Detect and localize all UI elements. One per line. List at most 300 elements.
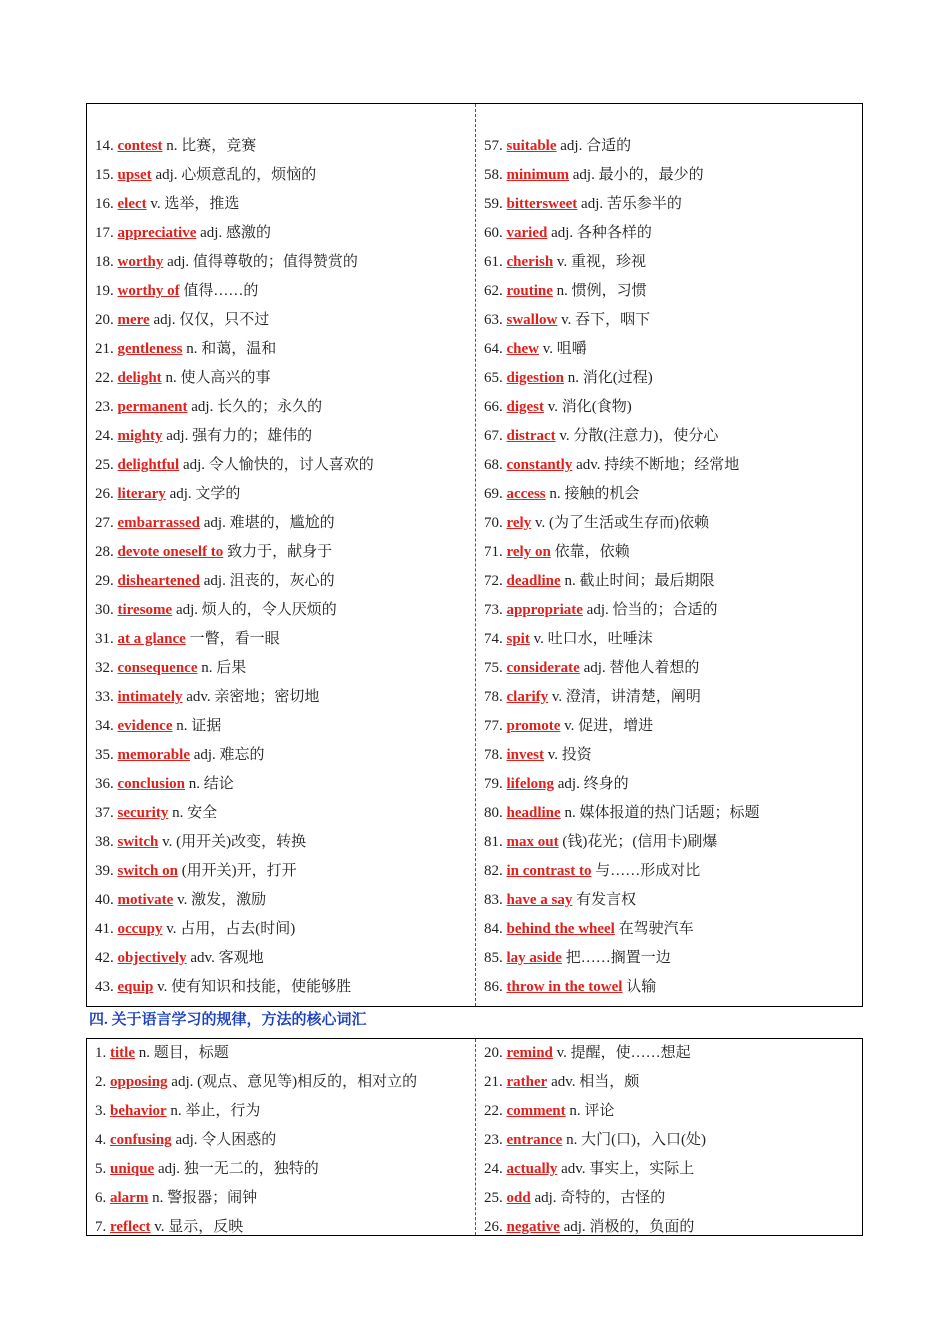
vocab-entry <box>95 335 470 364</box>
vocab-entry <box>95 306 470 335</box>
entry-definition: 一瞥，看一眼 <box>189 631 280 647</box>
vocab-entry <box>95 828 470 857</box>
entry-term: switch <box>117 834 159 850</box>
entry-number: 16. <box>95 196 114 212</box>
entry-definition: adj. 仅仅，只不过 <box>153 312 270 328</box>
entry-definition: (钱)花光；(信用卡)刷爆 <box>562 834 718 850</box>
vocab-entry <box>95 799 470 828</box>
entry-number: 69. <box>484 486 503 502</box>
entry-number: 23. <box>95 399 114 415</box>
entry-number: 20. <box>95 312 114 328</box>
entry-term: upset <box>117 167 152 183</box>
vocab-entry <box>484 1184 859 1213</box>
entry-number: 24. <box>484 1161 503 1177</box>
entry-definition: (用开关)开，打开 <box>181 863 297 879</box>
entry-definition: adj. 独一无二的，独特的 <box>157 1161 319 1177</box>
vocab-entry <box>484 683 859 712</box>
entry-term: odd <box>506 1190 531 1206</box>
vocab-entry <box>484 306 859 335</box>
entry-term: alarm <box>110 1190 149 1206</box>
entry-term: permanent <box>117 399 188 415</box>
entry-number: 15. <box>95 167 114 183</box>
vocab-entry <box>95 422 470 451</box>
entry-term: delight <box>117 370 162 386</box>
entry-definition: adj. 烦人的，令人厌烦的 <box>175 602 337 618</box>
entry-number: 7. <box>95 1219 107 1235</box>
entry-number: 18. <box>95 254 114 270</box>
entry-definition: adj. 最小的，最少的 <box>572 167 704 183</box>
vocab-entry <box>95 1039 470 1068</box>
vocab-entry <box>484 596 859 625</box>
entry-term: embarrassed <box>117 515 200 531</box>
vocab-column-left <box>95 104 470 1002</box>
entry-term: varied <box>506 225 548 241</box>
entry-number: 14. <box>95 138 114 154</box>
entry-term: appreciative <box>117 225 197 241</box>
entry-term: elect <box>117 196 147 212</box>
entry-definition: n. 消化(过程) <box>567 370 653 386</box>
entry-definition: adv. 持续不断地；经常地 <box>576 457 740 473</box>
column-divider <box>475 104 476 1006</box>
entry-definition: v. (用开关)改变，转换 <box>162 834 307 850</box>
vocab-entry <box>484 1068 859 1097</box>
entry-number: 3. <box>95 1103 107 1119</box>
vocab-entry <box>484 857 859 886</box>
entry-definition: v. 吞下，咽下 <box>561 312 651 328</box>
entry-term: title <box>110 1045 135 1061</box>
vocab-entry <box>95 915 470 944</box>
entry-number: 2. <box>95 1074 107 1090</box>
vocab-entry <box>484 538 859 567</box>
entry-definition: v. 澄清，讲清楚，阐明 <box>551 689 701 705</box>
entry-number: 1. <box>95 1045 107 1061</box>
entry-number: 36. <box>95 776 114 792</box>
vocab-entry <box>484 915 859 944</box>
vocab-entry <box>95 132 470 161</box>
vocab-entry <box>95 973 470 1002</box>
entry-definition: n. 截止时间；最后期限 <box>564 573 715 589</box>
vocab-entry <box>484 1126 859 1155</box>
entry-number: 81. <box>484 834 503 850</box>
vocab-entry <box>484 567 859 596</box>
entry-number: 84. <box>484 921 503 937</box>
entry-number: 21. <box>484 1074 503 1090</box>
vocab-entry <box>484 654 859 683</box>
entry-number: 22. <box>484 1103 503 1119</box>
entry-number: 17. <box>95 225 114 241</box>
entry-number: 20. <box>484 1045 503 1061</box>
entry-term: digest <box>506 399 544 415</box>
entry-definition: adj. 心烦意乱的，烦恼的 <box>155 167 317 183</box>
vocab-entry <box>484 219 859 248</box>
entry-term: evidence <box>117 718 173 734</box>
entry-definition: n. 评论 <box>569 1103 615 1119</box>
entry-term: swallow <box>506 312 558 328</box>
entry-definition: adj. 沮丧的，灰心的 <box>203 573 335 589</box>
entry-number: 32. <box>95 660 114 676</box>
entry-number: 29. <box>95 573 114 589</box>
entry-definition: v. 投资 <box>547 747 592 763</box>
vocab-entry <box>95 509 470 538</box>
entry-term: contest <box>117 138 163 154</box>
entry-number: 39. <box>95 863 114 879</box>
entry-definition: 把……搁置一边 <box>565 950 671 966</box>
entry-term: in contrast to <box>506 863 592 879</box>
entry-number: 79. <box>484 776 503 792</box>
vocab-entry <box>484 277 859 306</box>
vocab-entry <box>484 451 859 480</box>
entry-definition: v. 使有知识和技能，使能够胜 <box>157 979 352 995</box>
entry-definition: n. 大门(口)，入口(处) <box>566 1132 707 1148</box>
entry-term: chew <box>506 341 539 357</box>
entry-definition: adj. 令人愉快的，讨人喜欢的 <box>182 457 374 473</box>
entry-number: 73. <box>484 602 503 618</box>
vocab-entry <box>95 1126 470 1155</box>
entry-definition: n. 结论 <box>188 776 234 792</box>
entry-number: 40. <box>95 892 114 908</box>
entry-term: intimately <box>117 689 183 705</box>
entry-definition: n. 警报器；闹钟 <box>152 1190 258 1206</box>
entry-number: 74. <box>484 631 503 647</box>
entry-term: digestion <box>506 370 565 386</box>
entry-number: 28. <box>95 544 114 560</box>
vocab-entry <box>95 480 470 509</box>
entry-definition: adj. 难堪的，尴尬的 <box>203 515 335 531</box>
entry-term: opposing <box>110 1074 168 1090</box>
entry-term: memorable <box>117 747 190 763</box>
entry-number: 30. <box>95 602 114 618</box>
entry-number: 41. <box>95 921 114 937</box>
vocab-entry <box>95 277 470 306</box>
entry-definition: 与……形成对比 <box>595 863 701 879</box>
vocab-entry <box>484 1155 859 1184</box>
entry-definition: adj. 令人困惑的 <box>175 1132 277 1148</box>
entry-number: 27. <box>95 515 114 531</box>
entry-term: worthy of <box>117 283 180 299</box>
entry-number: 78. <box>484 747 503 763</box>
vocab-entry <box>484 625 859 654</box>
vocab-entry <box>484 509 859 538</box>
entry-term: bittersweet <box>506 196 578 212</box>
vocab-table-2 <box>86 1038 863 1236</box>
vocab-table-1 <box>86 103 863 1007</box>
entry-term: disheartened <box>117 573 200 589</box>
vocab-entry <box>95 683 470 712</box>
entry-number: 26. <box>484 1219 503 1235</box>
entry-term: max out <box>506 834 559 850</box>
entry-definition: n. 惯例，习惯 <box>556 283 647 299</box>
entry-number: 5. <box>95 1161 107 1177</box>
entry-definition: n. 后果 <box>201 660 247 676</box>
entry-term: delightful <box>117 457 180 473</box>
entry-term: unique <box>110 1161 155 1177</box>
entry-definition: adj. 恰当的；合适的 <box>586 602 718 618</box>
vocab-entry <box>95 190 470 219</box>
entry-term: rely <box>506 515 532 531</box>
entry-term: access <box>506 486 546 502</box>
vocab-entry <box>95 538 470 567</box>
entry-definition: n. 媒体报道的热门话题；标题 <box>564 805 760 821</box>
entry-term: switch on <box>117 863 178 879</box>
entry-definition: v. 促进，增进 <box>564 718 654 734</box>
entry-definition: adj. 苦乐参半的 <box>581 196 682 212</box>
vocab-entry <box>484 1039 859 1068</box>
vocab-entry <box>484 799 859 828</box>
entry-number: 22. <box>95 370 114 386</box>
vocab-entry <box>95 886 470 915</box>
entry-number: 67. <box>484 428 503 444</box>
vocab-entry <box>484 161 859 190</box>
vocab-entry <box>95 1097 470 1126</box>
entry-term: behavior <box>110 1103 167 1119</box>
entry-number: 6. <box>95 1190 107 1206</box>
entry-term: rely on <box>506 544 551 560</box>
entry-number: 35. <box>95 747 114 763</box>
entry-term: motivate <box>117 892 174 908</box>
vocab-entry <box>484 248 859 277</box>
entry-number: 78. <box>484 689 503 705</box>
entry-definition: 致力于，献身于 <box>227 544 333 560</box>
entry-definition: 有发言权 <box>576 892 637 908</box>
entry-number: 80. <box>484 805 503 821</box>
entry-number: 42. <box>95 950 114 966</box>
entry-term: objectively <box>117 950 187 966</box>
entry-number: 19. <box>95 283 114 299</box>
entry-number: 61. <box>484 254 503 270</box>
entry-definition: adj. (观点、意见等)相反的，相对立的 <box>171 1074 418 1090</box>
entry-number: 37. <box>95 805 114 821</box>
entry-definition: adj. 替他人着想的 <box>583 660 700 676</box>
vocab-entry <box>95 625 470 654</box>
entry-term: reflect <box>110 1219 151 1235</box>
entry-term: worthy <box>117 254 164 270</box>
entry-term: actually <box>506 1161 558 1177</box>
vocab-entry <box>95 596 470 625</box>
entry-number: 43. <box>95 979 114 995</box>
vocab-entry <box>95 219 470 248</box>
entry-number: 65. <box>484 370 503 386</box>
entry-term: distract <box>506 428 556 444</box>
vocab-entry <box>484 828 859 857</box>
entry-definition: 认输 <box>626 979 657 995</box>
entry-term: negative <box>506 1219 560 1235</box>
entry-definition: adj. 合适的 <box>560 138 632 154</box>
vocab-entry <box>95 1068 470 1097</box>
vocab-entry <box>484 1213 859 1242</box>
vocab-entry <box>484 741 859 770</box>
entry-definition: adv. 客观地 <box>190 950 264 966</box>
entry-term: occupy <box>117 921 163 937</box>
entry-term: mighty <box>117 428 163 444</box>
entry-number: 23. <box>484 1132 503 1148</box>
entry-term: spit <box>506 631 530 647</box>
vocab-entry <box>484 422 859 451</box>
entry-number: 72. <box>484 573 503 589</box>
entry-definition: adj. 奇特的，古怪的 <box>534 1190 666 1206</box>
entry-number: 26. <box>95 486 114 502</box>
entry-definition: v. 显示，反映 <box>154 1219 244 1235</box>
entry-number: 83. <box>484 892 503 908</box>
entry-definition: 值得……的 <box>183 283 259 299</box>
entry-definition: v. 激发，激励 <box>177 892 267 908</box>
entry-definition: v. 消化(食物) <box>547 399 632 415</box>
vocab-entry <box>484 393 859 422</box>
entry-number: 33. <box>95 689 114 705</box>
vocab-entry <box>95 393 470 422</box>
entry-term: conclusion <box>117 776 186 792</box>
vocab-entry <box>95 770 470 799</box>
entry-term: tiresome <box>117 602 173 618</box>
entry-definition: v. 吐口水，吐唾沫 <box>533 631 653 647</box>
entry-term: rather <box>506 1074 548 1090</box>
entry-number: 70. <box>484 515 503 531</box>
vocab-entry <box>484 712 859 741</box>
entry-definition: adv. 事实上，实际上 <box>561 1161 695 1177</box>
vocab-entry <box>484 190 859 219</box>
entry-definition: adv. 亲密地；密切地 <box>186 689 320 705</box>
vocab-column-left <box>95 1039 470 1242</box>
entry-definition: n. 使人高兴的事 <box>165 370 271 386</box>
vocab-entry <box>95 451 470 480</box>
entry-definition: adj. 值得尊敬的；值得赞赏的 <box>167 254 358 270</box>
vocab-entry <box>95 1184 470 1213</box>
entry-number: 71. <box>484 544 503 560</box>
entry-term: devote oneself to <box>117 544 224 560</box>
column-divider <box>475 1039 476 1235</box>
entry-number: 57. <box>484 138 503 154</box>
entry-definition: adj. 文学的 <box>169 486 241 502</box>
entry-definition: v. 咀嚼 <box>542 341 587 357</box>
entry-term: security <box>117 805 169 821</box>
entry-number: 25. <box>95 457 114 473</box>
entry-term: headline <box>506 805 561 821</box>
entry-term: suitable <box>506 138 557 154</box>
entry-definition: 在驾驶汽车 <box>618 921 694 937</box>
entry-term: mere <box>117 312 150 328</box>
entry-term: appropriate <box>506 602 583 618</box>
section-title: 四. 关于语言学习的规律，方法的核心词汇 <box>89 1012 367 1028</box>
entry-term: deadline <box>506 573 561 589</box>
entry-number: 25. <box>484 1190 503 1206</box>
vocab-entry <box>484 364 859 393</box>
entry-term: lifelong <box>506 776 554 792</box>
vocab-entry <box>95 857 470 886</box>
entry-term: literary <box>117 486 166 502</box>
entry-definition: n. 比赛，竞赛 <box>166 138 257 154</box>
entry-term: consequence <box>117 660 198 676</box>
vocab-entry <box>484 770 859 799</box>
vocab-entry <box>484 886 859 915</box>
entry-definition: adj. 长久的；永久的 <box>191 399 323 415</box>
entry-definition: n. 安全 <box>172 805 218 821</box>
entry-term: minimum <box>506 167 570 183</box>
vocab-entry <box>484 944 859 973</box>
entry-definition: v. 选举，推选 <box>150 196 240 212</box>
vocab-entry <box>95 654 470 683</box>
entry-term: cherish <box>506 254 554 270</box>
entry-number: 64. <box>484 341 503 357</box>
entry-number: 63. <box>484 312 503 328</box>
vocab-entry <box>95 248 470 277</box>
entry-term: lay aside <box>506 950 562 966</box>
entry-number: 58. <box>484 167 503 183</box>
vocab-entry <box>95 741 470 770</box>
entry-definition: adj. 强有力的；雄伟的 <box>166 428 313 444</box>
entry-number: 60. <box>484 225 503 241</box>
entry-definition: adj. 感激的 <box>200 225 271 241</box>
entry-definition: v. 占用，占去(时间) <box>166 921 296 937</box>
entry-definition: v. 重视，珍视 <box>556 254 646 270</box>
entry-number: 68. <box>484 457 503 473</box>
entry-number: 77. <box>484 718 503 734</box>
entry-term: throw in the towel <box>506 979 623 995</box>
vocab-entry <box>95 1213 470 1242</box>
entry-number: 34. <box>95 718 114 734</box>
entry-number: 24. <box>95 428 114 444</box>
vocab-entry <box>95 944 470 973</box>
vocab-entry <box>95 712 470 741</box>
entry-definition: v. (为了生活或生存而)依赖 <box>534 515 709 531</box>
vocab-entry <box>484 973 859 1002</box>
entry-number: 21. <box>95 341 114 357</box>
entry-term: routine <box>506 283 553 299</box>
entry-number: 4. <box>95 1132 107 1148</box>
entry-term: confusing <box>110 1132 172 1148</box>
vocab-column-right <box>484 1039 859 1242</box>
entry-number: 31. <box>95 631 114 647</box>
entry-term: have a say <box>506 892 573 908</box>
entry-term: considerate <box>506 660 580 676</box>
vocab-column-right <box>484 104 859 1002</box>
entry-definition: n. 和蔼，温和 <box>186 341 277 357</box>
entry-number: 82. <box>484 863 503 879</box>
entry-definition: v. 分散(注意力)，使分心 <box>559 428 719 444</box>
entry-term: constantly <box>506 457 573 473</box>
vocab-entry <box>95 364 470 393</box>
entry-term: invest <box>506 747 544 763</box>
entry-number: 38. <box>95 834 114 850</box>
entry-definition: adj. 消极的，负面的 <box>563 1219 695 1235</box>
entry-term: comment <box>506 1103 566 1119</box>
entry-definition: adv. 相当，颇 <box>551 1074 640 1090</box>
entry-number: 66. <box>484 399 503 415</box>
vocab-entry <box>484 480 859 509</box>
entry-definition: n. 证据 <box>176 718 222 734</box>
entry-definition: n. 举止，行为 <box>170 1103 261 1119</box>
entry-number: 85. <box>484 950 503 966</box>
entry-definition: adj. 难忘的 <box>193 747 265 763</box>
entry-definition: n. 接触的机会 <box>549 486 640 502</box>
entry-number: 75. <box>484 660 503 676</box>
entry-definition: v. 提醒，使……想起 <box>556 1045 691 1061</box>
entry-number: 59. <box>484 196 503 212</box>
entry-definition: adj. 终身的 <box>557 776 629 792</box>
entry-term: behind the wheel <box>506 921 615 937</box>
entry-term: remind <box>506 1045 553 1061</box>
entry-term: at a glance <box>117 631 186 647</box>
entry-definition: n. 题目，标题 <box>138 1045 229 1061</box>
entry-number: 62. <box>484 283 503 299</box>
entry-term: gentleness <box>117 341 183 357</box>
entry-term: promote <box>506 718 561 734</box>
entry-term: entrance <box>506 1132 563 1148</box>
vocab-entry <box>484 1097 859 1126</box>
vocab-entry <box>95 567 470 596</box>
vocab-entry <box>95 161 470 190</box>
entry-number: 86. <box>484 979 503 995</box>
entry-definition: 依靠，依赖 <box>554 544 630 560</box>
entry-term: clarify <box>506 689 549 705</box>
